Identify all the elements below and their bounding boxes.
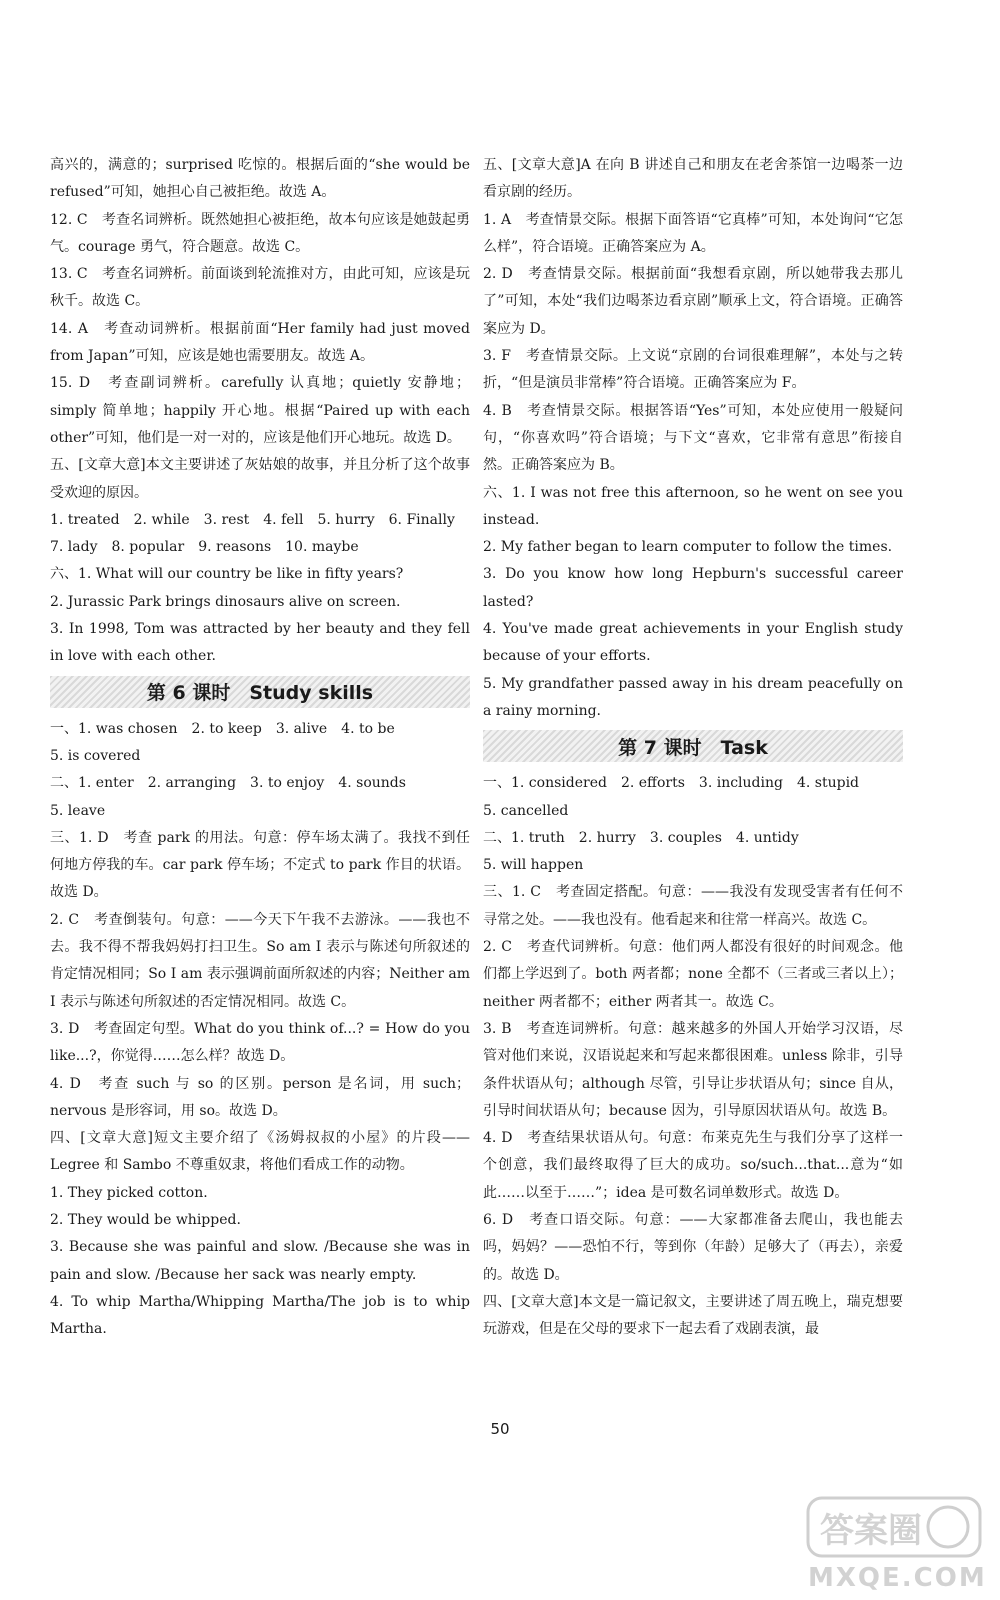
paragraph: 五、[文章大意]A 在向 B 讲述自己和朋友在老舍茶馆一边喝茶一边看京剧的经历。: [483, 157, 903, 201]
paragraph: 4. D 考查结果状语从句。句意：布莱克先生与我们分享了这样一个创意，我们最终取得了巨大的成功。so/such...that...意为“如此……以至于……”；idea 是可数名词单数形式。故选 D。: [483, 1130, 903, 1201]
paragraph: 3. Do you know how long Hepburn's successful career lasted?: [483, 566, 903, 610]
paragraph: 二、1. enter 2. arranging 3. to enjoy 4. sounds: [50, 775, 406, 792]
paragraph: 15. D 考查副词辨析。carefully 认真地；quietly 安静地；simply 简单地；happily 开心地。根据“Paired up with each other”可知，他们是一对一对的，应该是他们开心地玩。故选 D。: [50, 375, 470, 446]
paragraph: 7. lady 8. popular 9. reasons 10. maybe: [50, 539, 359, 556]
paragraph: 14. A 考查动词辨析。根据前面“Her family had just moved from Japan”可知，应该是她也需要朋友。故选 A。: [50, 320, 470, 365]
paragraph: 3. B 考查连词辨析。句意：越来越多的外国人开始学习汉语，尽管对他们来说，汉语说起来和写起来都很困难。unless 除非，引导条件状语从句；although 尽管，引导让步状语从句；since 自从，引导时间状语从句；because 因为，引导原因状语从句。故选 B。: [483, 1020, 903, 1119]
watermark-logo: [800, 1490, 990, 1595]
paragraph: 6. D 考查口语交际。句意：——大家都准备去爬山，我也能去吗，妈妈？——恐怕不行，等到你（年龄）足够大了（再去），亲爱的。故选 D。: [483, 1211, 903, 1283]
paragraph: 2. My father began to learn computer to follow the times.: [483, 539, 893, 556]
section-title-text: 第 6 课时 Study skills: [146, 682, 374, 705]
watermark-logo-text: 答案圈: [820, 1511, 922, 1551]
paragraph: 四、[文章大意]短文主要介绍了《汤姆叔叔的小屋》的片段——Legree 和 Sambo 不尊重奴隶，将他们看成工作的动物。: [50, 1130, 470, 1174]
paragraph: 5. cancelled: [483, 802, 569, 819]
paragraph: 5. leave: [50, 802, 106, 819]
paragraph: 2. C 考查代词辨析。句意：他们两人都没有很好的时间观念。他们都上学迟到了。both 两者都；none 全都不（三者或三者以上）；neither 两者都不；either 两者其一。故选 C。: [483, 939, 903, 1010]
paragraph: 3. In 1998, Tom was attracted by her beauty and they fell in love with each other.: [50, 621, 470, 665]
paragraph: 4. D 考查 such 与 so 的区别。person 是名词，用 such；nervous 是形容词，用 so。故选 D。: [50, 1075, 470, 1119]
paragraph: 1. They picked cotton.: [50, 1184, 208, 1201]
paragraph: 5. My grandfather passed away in his dream peacefully on a rainy morning.: [483, 675, 903, 719]
paragraph: 5. is covered: [50, 747, 141, 764]
paragraph: 四、[文章大意]本文是一篇记叙文，主要讲述了周五晚上，瑞克想要玩游戏，但是在父母的要求下一起去看了戏剧表演，最: [483, 1293, 903, 1338]
paragraph: 1. A 考查情景交际。根据下面答语“它真棒”可知，本处询问“它怎么样”，符合语境。正确答案应为 A。: [483, 211, 903, 255]
watermark-url: MXQE.COM: [808, 1563, 987, 1593]
section-title-lesson-7: [483, 730, 903, 762]
right-column: [483, 152, 903, 1343]
section-title-lesson-6: [50, 676, 470, 708]
paragraph: 2. C 考查倒装句。句意：——今天下午我不去游泳。——我也不去。我不得不帮我妈妈打扫卫生。So am I 表示与陈述句所叙述的肯定情况相同；So I am 表示强调前面所叙述的内容；Neither am I 表示与陈述句所叙述的否定情况相同。故选 C。: [50, 911, 470, 1010]
paragraph: 高兴的，满意的；surprised 吃惊的。根据后面的“she would be refused”可知，她担心自己被拒绝。故选 A。: [50, 157, 470, 201]
paragraph: 3. Because she was painful and slow. /Because she was in pain and slow. /Because her sack was nearly empty.: [50, 1239, 470, 1283]
paragraph: 3. D 考查固定句型。What do you think of...? = How do you like...?，你觉得……怎么样？故选 D。: [50, 1020, 470, 1065]
paragraph: 4. To whip Martha/Whipping Martha/The job is to whip Martha.: [50, 1293, 470, 1338]
paragraph: 五、[文章大意]本文主要讲述了灰姑娘的故事，并且分析了这个故事受欢迎的原因。: [50, 457, 470, 501]
paragraph: 5. will happen: [483, 857, 584, 874]
paragraph: 一、1. considered 2. efforts 3. including 4. stupid: [483, 775, 860, 792]
paragraph: 六、1. What will our country be like in fifty years?: [50, 566, 404, 583]
paragraph: 12. C 考查名词辨析。既然她担心被拒绝，故本句应该是她鼓起勇气。courage 勇气，符合题意。故选 C。: [50, 211, 470, 255]
paragraph: 2. They would be whipped.: [50, 1211, 241, 1228]
section-title-text: 第 7 课时 Task: [618, 736, 768, 759]
paragraph: 13. C 考查名词辨析。前面谈到轮流推对方，由此可知，应该是玩秋千。故选 C。: [50, 266, 470, 310]
paragraph: 1. treated 2. while 3. rest 4. fell 5. hurry 6. Finally: [50, 511, 455, 528]
paragraph: 六、1. I was not free this afternoon, so he went on see you instead.: [483, 484, 903, 528]
paragraph: 三、1. C 考查固定搭配。句意：——我没有发现受害者有任何不寻常之处。——我也没有。他看起来和往常一样高兴。故选 C。: [483, 884, 903, 928]
paragraph: 4. B 考查情景交际。根据答语“Yes”可知，本处应使用一般疑问句，“你喜欢吗”符合语境；与下文“喜欢，它非常有意思”衔接自然。正确答案应为 B。: [483, 402, 903, 474]
paragraph: 三、1. D 考查 park 的用法。句意：停车场太满了。我找不到任何地方停我的车。car park 停车场；不定式 to park 作目的状语。故选 D。: [50, 829, 470, 901]
paragraph: 二、1. truth 2. hurry 3. couples 4. untidy: [483, 829, 799, 846]
paragraph: 2. Jurassic Park brings dinosaurs alive on screen.: [50, 593, 401, 610]
paragraph: 4. You've made great achievements in your English study because of your efforts.: [483, 621, 903, 665]
paragraph: 3. F 考查情景交际。上文说“京剧的台词很难理解”，本处与之转折，“但是演员非常棒”符合语境。正确答案应为 F。: [483, 348, 903, 392]
page-number: 50: [490, 1420, 510, 1438]
paragraph: 2. D 考查情景交际。根据前面“我想看京剧，所以她带我去那儿了”可知，本处“我们边喝茶边看京剧”顺承上文，符合语境。正确答案应为 D。: [483, 266, 903, 337]
paragraph: 一、1. was chosen 2. to keep 3. alive 4. to be: [50, 720, 395, 737]
left-column: [50, 152, 470, 1343]
